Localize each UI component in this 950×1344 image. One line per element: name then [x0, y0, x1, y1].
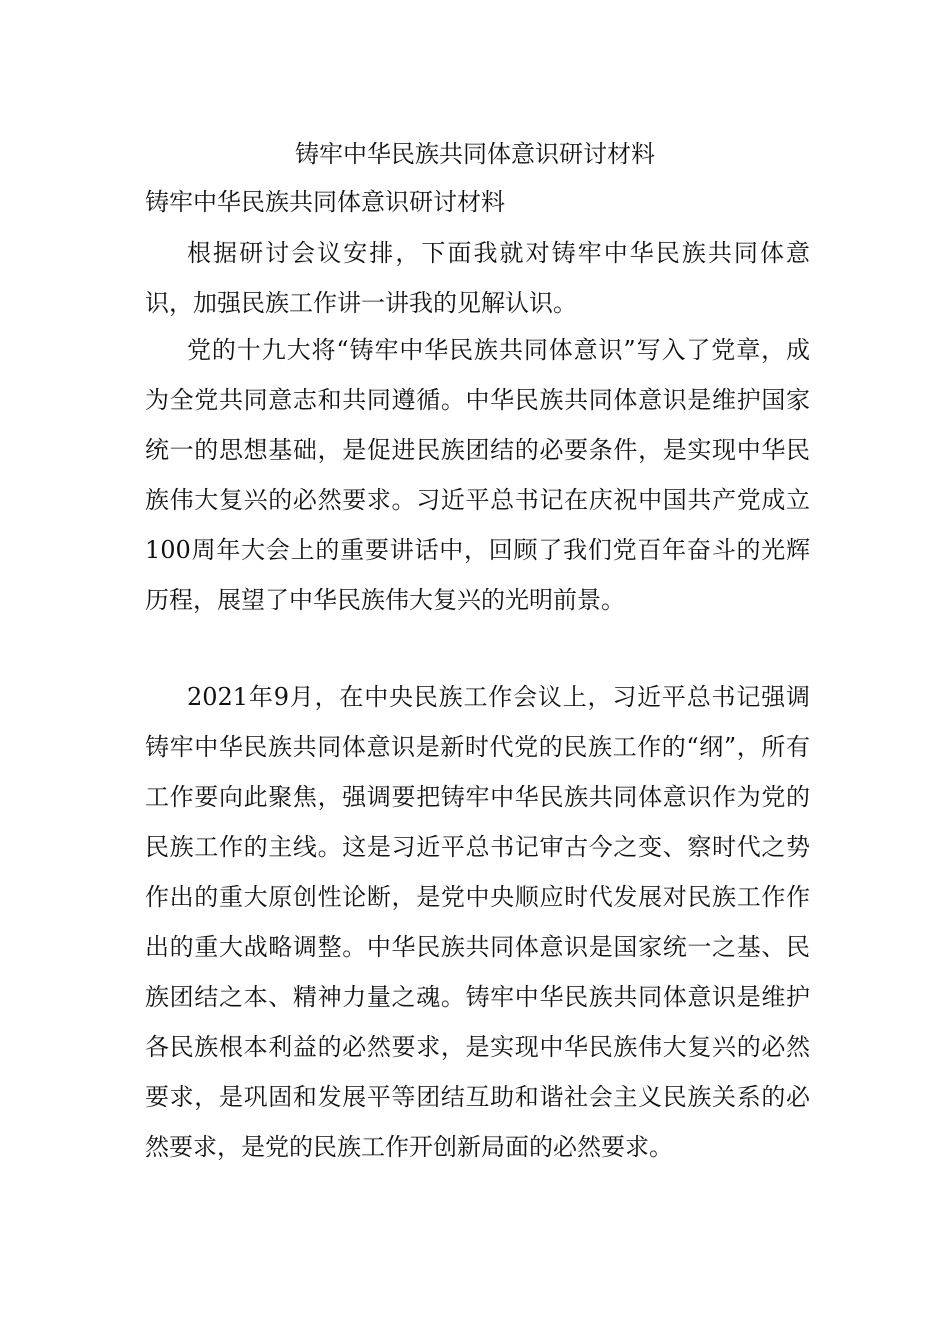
paragraph-party-congress: 党的十九大将“铸牢中华民族共同体意识”写入了党章，成为全党共同意志和共同遵循。中华民族共同体意识是维护国家统一的思想基础，是促进民族团结的必要条件，是实现中华民族伟大复兴的必然要求。习近平总书记在庆祝中国共产党成立100周年大会上的重要讲话中，回顾了我们党百年奋斗的光辉历程，展望了中华民族伟大复兴的光明前景。	[145, 336, 810, 614]
document-subtitle: 铸牢中华民族共同体意识研讨材料	[145, 188, 505, 216]
paragraph-intro: 根据研讨会议安排，下面我就对铸牢中华民族共同体意识，加强民族工作讲一讲我的见解认识。	[145, 239, 810, 317]
paragraph-ethnic-work-conference: 2021年9月，在中央民族工作会议上，习近平总书记强调铸牢中华民族共同体意识是新时代党的民族工作的“纲”，所有工作要向此聚焦，强调要把铸牢中华民族共同体意识作为党的民族工作的主线。这是习近平总书记审古今之变、察时代之势作出的重大原创性论断，是党中央顺应时代发展对民族工作作出的重大战略调整。中华民族共同体意识是国家统一之基、民族团结之本、精神力量之魂。铸牢中华民族共同体意识是维护各民族根本利益的必然要求，是实现中华民族伟大复兴的必然要求，是巩固和发展平等团结互助和谐社会主义民族关系的必然要求，是党的民族工作开创新局面的必然要求。	[145, 683, 810, 1161]
document-title: 铸牢中华民族共同体意识研讨材料	[295, 140, 655, 168]
